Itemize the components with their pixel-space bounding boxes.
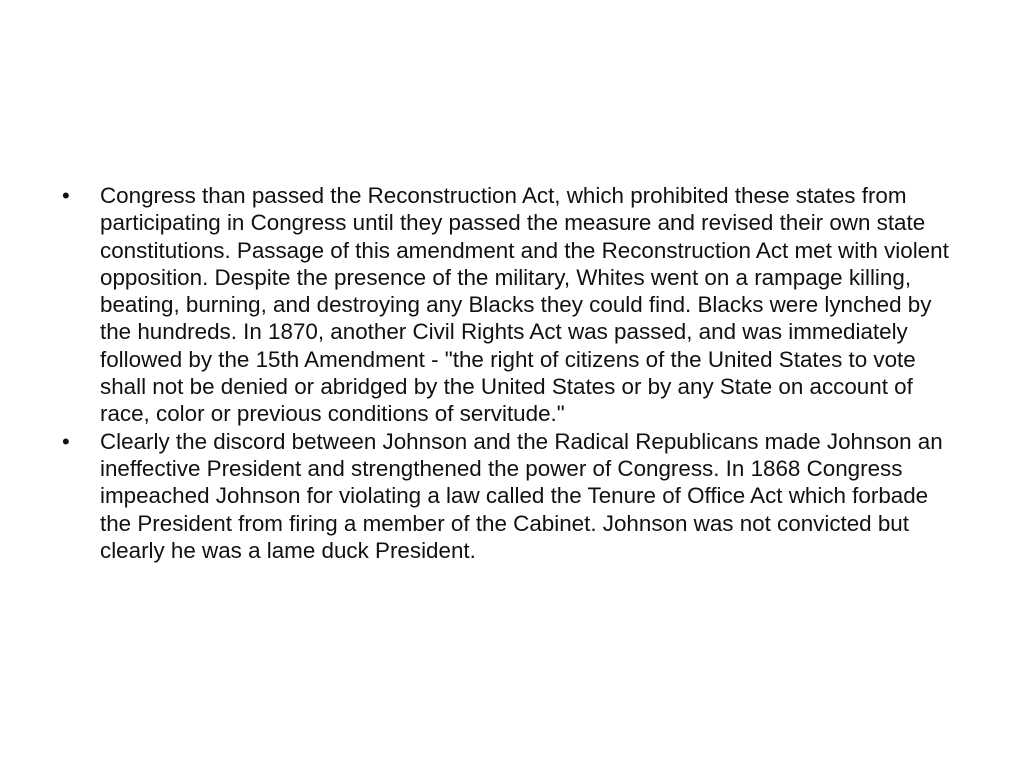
bullet-item-johnson-impeachment (60, 428, 965, 564)
bullet-text: Congress than passed the Reconstruction Act, which prohibited these states from participating in Congress until they passed the measure and revised their own state constitutions. Passage of this amendment and the Reconstruction Act met with violent opposition. Despite the presence of the military, Whites went on a rampage killing, beating, burning, and destroying any Blacks they could find. Blacks were lynched by the hundreds. In 1870, another Civil Rights Act was passed, and was immediately followed by the 15th Amendment - "the right of citizens of the United States to vote shall not be denied or abridged by the United States or by any State on account of race, color or previous conditions of servitude." (100, 183, 949, 427)
bullet-text: Clearly the discord between Johnson and the Radical Republicans made Johnson an ineffective President and strengthened the power of Congress. In 1868 Congress impeached Johnson for violating a law called the Tenure of Office Act which forbade the President from firing a member of the Cabinet. Johnson was not convicted but clearly he was a lame duck President. (100, 428, 943, 563)
bullet-list (60, 182, 965, 564)
bullet-icon: • (62, 183, 70, 208)
bullet-item-reconstruction-act (60, 182, 965, 428)
slide-body (60, 182, 965, 564)
bullet-icon: • (62, 428, 70, 454)
